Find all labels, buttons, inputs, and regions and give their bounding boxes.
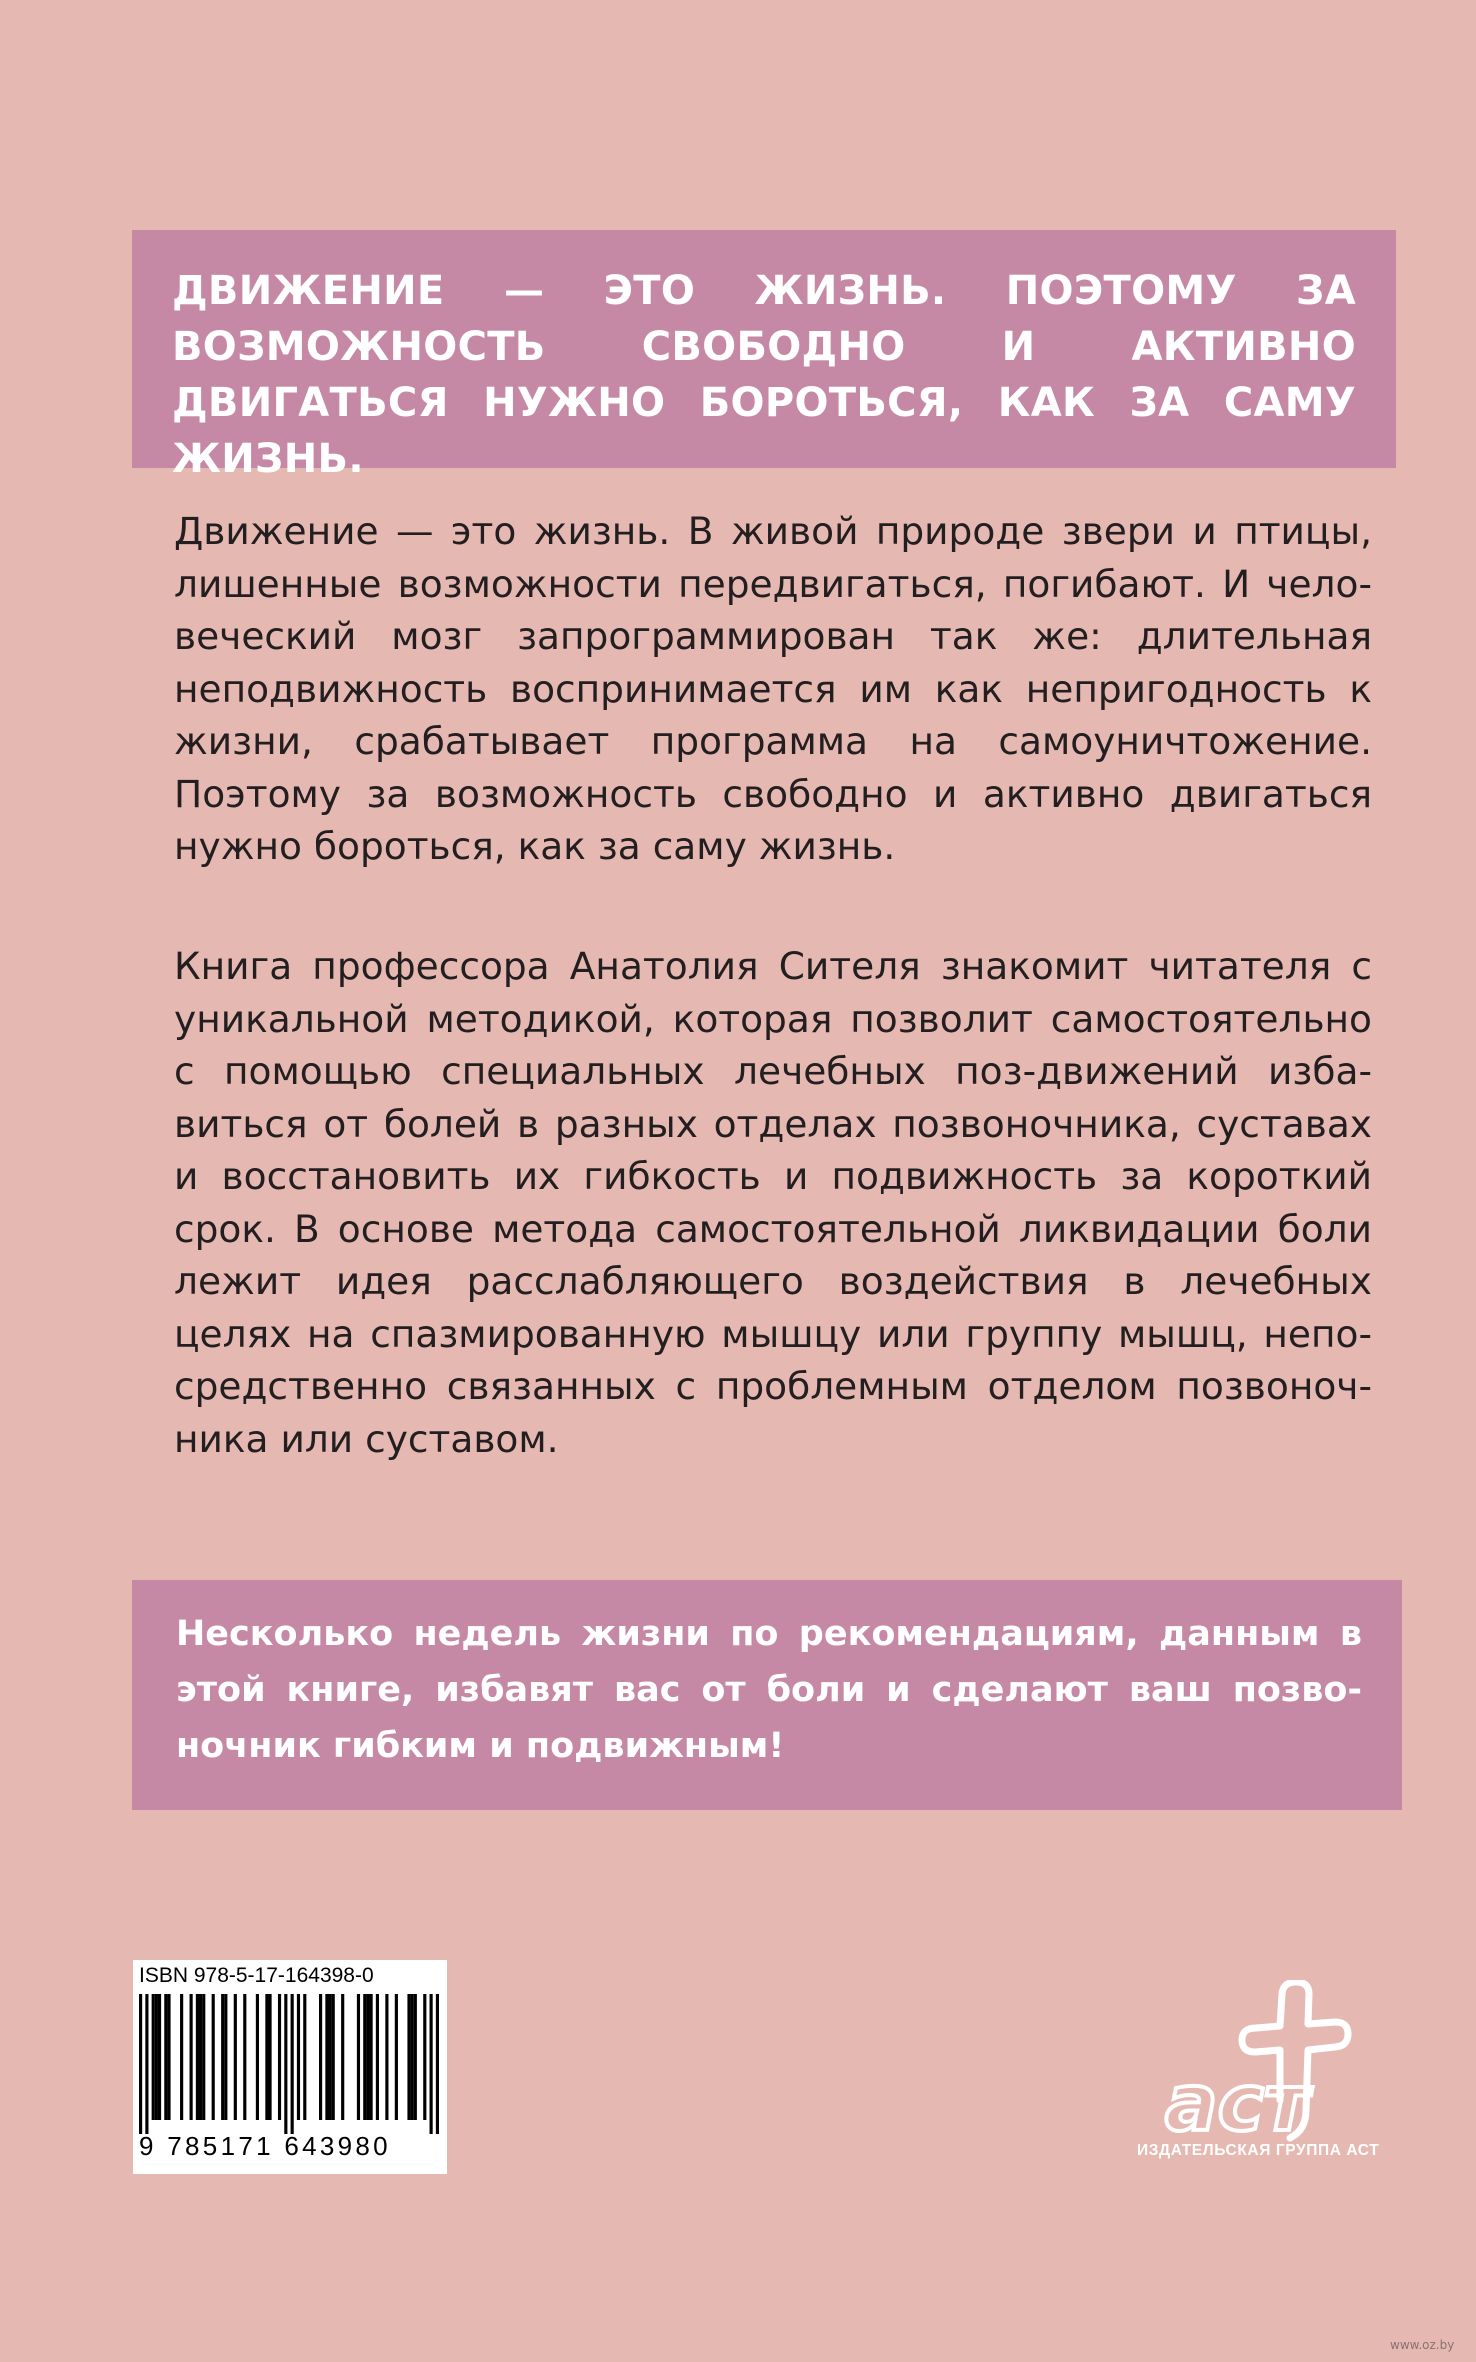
barcode-bar <box>328 1994 331 2120</box>
barcode-bar <box>297 1994 300 2120</box>
barcode-bar <box>436 1994 439 2134</box>
description-paragraph-1: Движение — это жизнь. В живой природе звери и птицы, лишенные возможности передвигаться, погибают. И человеческий мозг запрограммирован так же: длительная неподвижность воспринимается им как непригодность к жизни, срабатывает программа на самоуничтожение. Поэтому за возможность свободно и активно двигаться нужно бороться, как за саму жизнь. <box>174 509 1372 868</box>
barcode-bar <box>221 1994 224 2120</box>
barcode-bar <box>319 1994 322 2120</box>
barcode-bar <box>332 1994 335 2120</box>
barcode-bar <box>243 1994 246 2120</box>
barcode-bar <box>139 1994 142 2134</box>
description-paragraph-2: Книга профессора Анатолия Сителя знакомит читателя с уникальной методикой, которая позволит самостоятельно с помощью специальных лечебных поз-движений избавиться от болей в разных отделах позвоночника, суставах и восстановить их гибкость и подвижность за короткий срок. В основе метода самостоятельной ликвидации боли лежит идея расслабляющего воздействия в лечебных целях на спазмированную мышцу или группу мышц, непосредственно связанных с проблемным отделом позвоночника или суставом. <box>174 944 1372 1461</box>
barcode-bar <box>363 1994 366 2120</box>
barcode-bar <box>376 1994 379 2120</box>
barcode-bar <box>202 1994 205 2120</box>
barcode-bar <box>180 1994 183 2120</box>
barcode-bar <box>423 1994 426 2120</box>
barcode-bar <box>414 1994 417 2120</box>
barcode-bar <box>152 1994 155 2120</box>
barcode-bar <box>256 1994 259 2120</box>
barcode-bar <box>407 1994 410 2120</box>
top-banner <box>132 230 1396 482</box>
barcode-bar <box>291 1994 294 2134</box>
barcode-bar <box>224 1994 227 2120</box>
barcode-bar <box>158 1994 161 2120</box>
barcode-bar <box>284 1994 287 2134</box>
barcode-bar <box>341 1994 344 2120</box>
publisher-caption: ИЗДАТЕЛЬСКАЯ ГРУППА АСТ <box>1137 2142 1380 2159</box>
barcode-bar <box>366 1994 369 2120</box>
barcode-bar <box>268 1994 271 2120</box>
barcode-bar <box>303 1994 306 2120</box>
barcode-bar <box>430 1994 433 2134</box>
bottom-banner-text: Несколько недель жизни по рекомендациям, данным в этой книге, избавят вас от боли и сделают ваш позвоночник гибким и подвижным! <box>176 1614 1362 1766</box>
barcode-bar <box>411 1994 414 2120</box>
barcode-bar <box>278 1994 281 2120</box>
barcode-bar <box>155 1994 158 2120</box>
barcode-bar <box>265 1994 268 2120</box>
isbn-barcode-block <box>133 1960 447 2174</box>
barcode-bar <box>164 1994 167 2120</box>
barcode-bar <box>234 1994 237 2120</box>
barcode-bar <box>145 1994 148 2134</box>
barcode-bar <box>325 1994 328 2120</box>
bottom-banner <box>132 1580 1402 1810</box>
isbn-digits: 9 785171 643980 <box>139 2131 391 2161</box>
barcode-bar <box>370 1994 373 2120</box>
barcode <box>139 1994 439 2134</box>
barcode-bar <box>199 1994 202 2120</box>
barcode-bar <box>196 1994 199 2120</box>
barcode-bar <box>190 1994 193 2120</box>
watermark: www.oz.by <box>1390 2338 1455 2352</box>
logo-letters: аст <box>1165 2059 1310 2149</box>
barcode-bar <box>212 1994 215 2120</box>
barcode-bar <box>385 1994 388 2120</box>
isbn-label: ISBN 978-5-17-164398-0 <box>139 1964 374 1987</box>
banner-headline: ДВИЖЕНИЕ — ЭТО ЖИЗНЬ. ПОЭТОМУ ЗА ВОЗМОЖНОСТЬ СВОБОДНО И АКТИВНО ДВИГАТЬСЯ НУЖНО БОРОТЬСЯ, КАК ЗА САМУ ЖИЗНЬ. <box>172 268 1356 482</box>
barcode-bar <box>167 1994 170 2120</box>
barcode-bar <box>395 1994 398 2120</box>
barcode-bar <box>357 1994 360 2120</box>
